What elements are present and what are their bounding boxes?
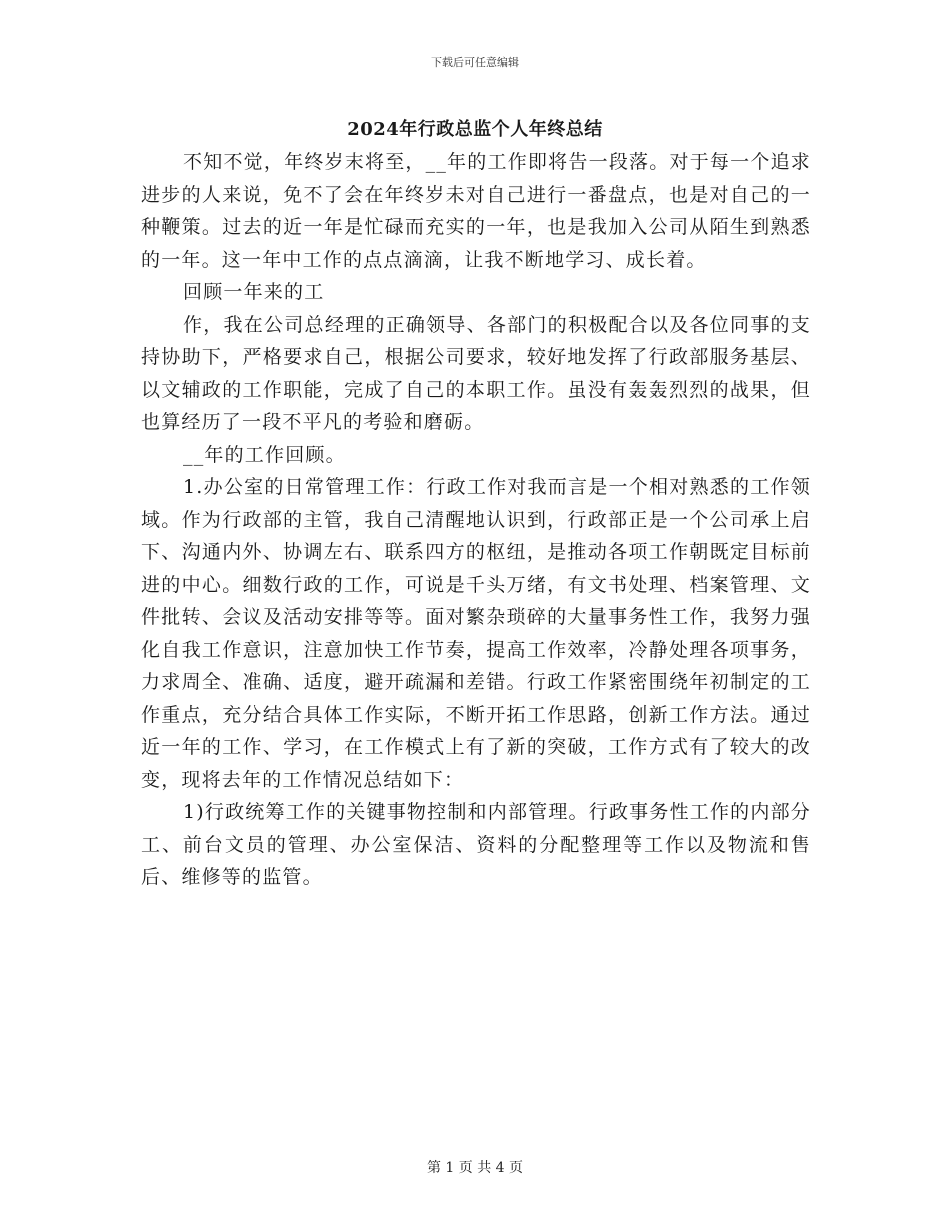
paragraph-intro: 不知不觉，年终岁末将至，__年的工作即将告一段落。对于每一个追求进步的人来说，免不了会在年终岁未对自己进行一番盘点，也是对自己的一种鞭策。过去的近一年是忙碌而充实的一年，也是我加入公司从陌生到熟悉的一年。这一年中工作的点点滴滴，让我不断地学习、成长着。: [141, 151, 811, 271]
page-number: 第 1 页 共 4 页: [426, 1160, 524, 1176]
paragraph-review-lead: 回顾一年来的工: [183, 281, 325, 303]
document-body: [141, 146, 811, 894]
document-title: 2024年行政总监个人年终总结: [347, 119, 603, 140]
paragraph-office-management: 1.办公室的日常管理工作：行政工作对我而言是一个相对熟悉的工作领域。作为行政部的主管，我自己清醒地认识到，行政部正是一个公司承上启下、沟通内外、协调左右、联系四方的枢纽，是推动各项工作朝既定目标前进的中心。细数行政的工作，可说是千头万绪，有文书处理、档案管理、文件批转、会议及活动安排等等。面对繁杂琐碎的大量事务性工作，我努力强化自我工作意识，注意加快工作节奏，提高工作效率，冷静处理各项事务，力求周全、准确、适度，避开疏漏和差错。行政工作紧密围绕年初制定的工作重点，充分结合具体工作实际，不断开拓工作思路，创新工作方法。通过近一年的工作、学习，在工作模式上有了新的突破，工作方式有了较大的改变，现将去年的工作情况总结如下：: [141, 476, 811, 791]
header-note: 下载后可任意编辑: [431, 56, 519, 69]
paragraph-review-body: 作，我在公司总经理的正确领导、各部门的积极配合以及各位同事的支持协助下，严格要求自己，根据公司要求，较好地发挥了行政部服务基层、以文辅政的工作职能，完成了自己的本职工作。虽没有轰轰烈烈的战果，但也算经历了一段不平凡的考验和磨砺。: [141, 313, 811, 433]
paragraph-admin-coordination: 1)行政统筹工作的关键事物控制和内部管理。行政事务性工作的内部分工、前台文员的管理、办公室保洁、资料的分配整理等工作以及物流和售后、维修等的监管。: [141, 801, 811, 888]
paragraph-year-review: __年的工作回顾。: [183, 443, 346, 466]
